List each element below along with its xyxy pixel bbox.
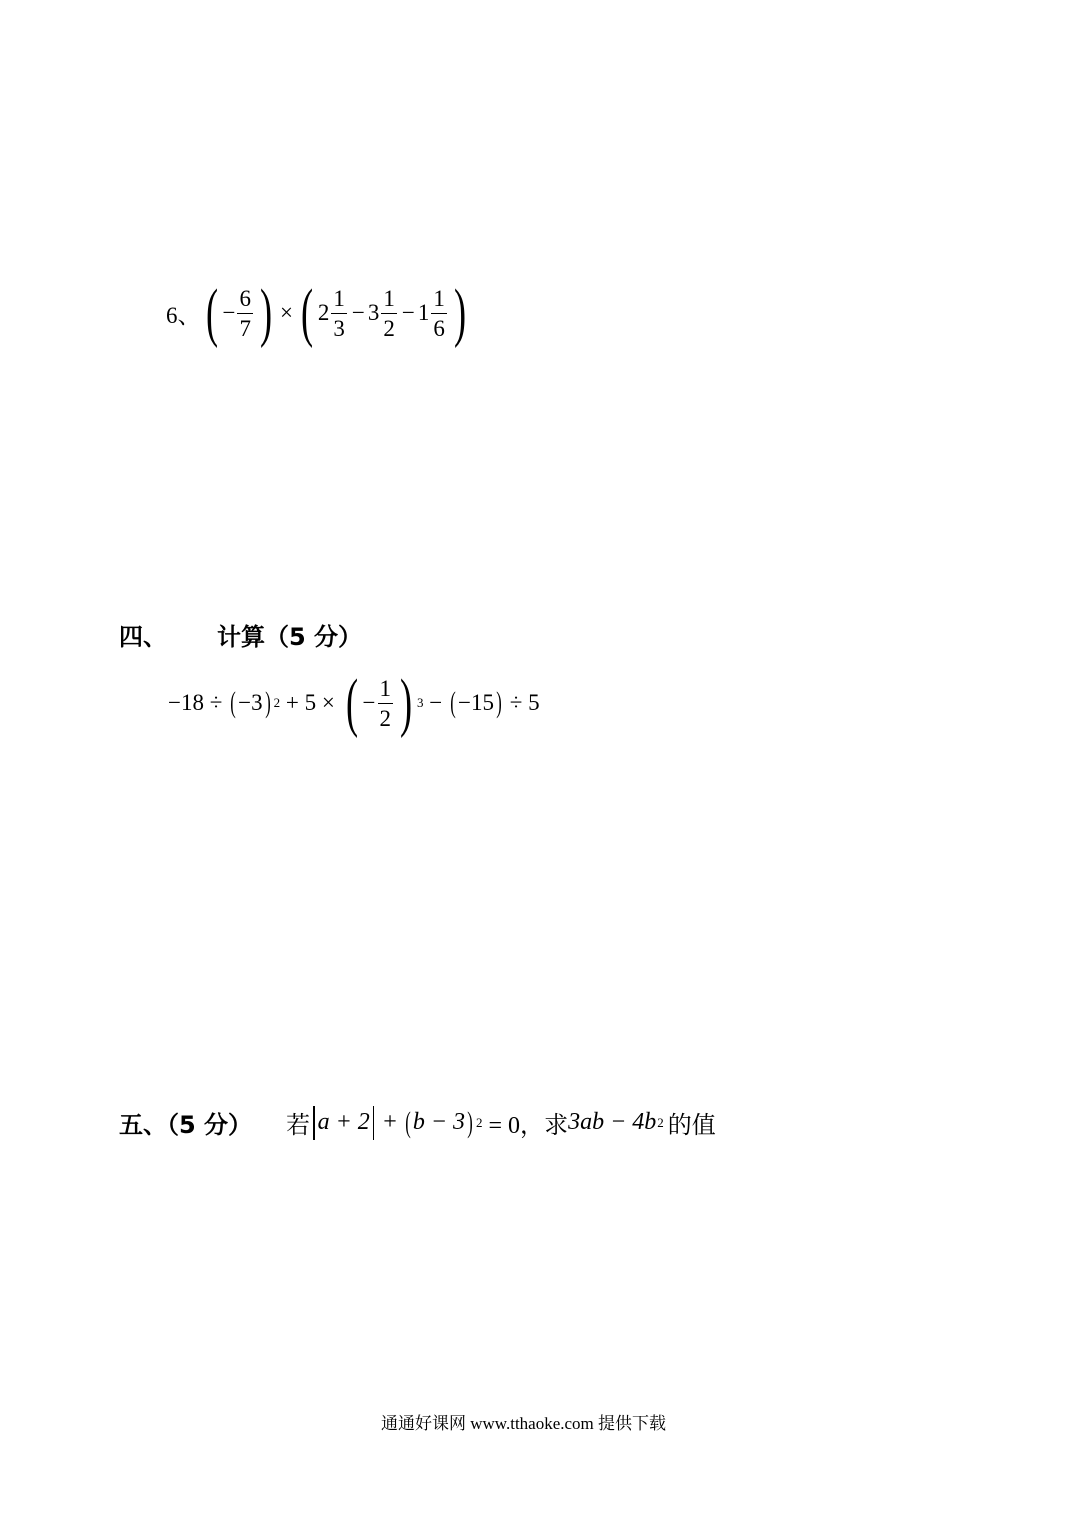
negative-sign: −: [362, 690, 376, 715]
denominator: 3: [333, 315, 345, 341]
problem-label: 6、: [166, 302, 201, 328]
exponent: 2: [273, 695, 281, 710]
denominator: 2: [379, 705, 392, 731]
expr-part: −15: [457, 690, 494, 715]
footer-watermark: 通通好课网 www.tthaoke.com 提供下载: [381, 1414, 667, 1433]
absolute-bar-left: [313, 1106, 315, 1140]
right-paren: ): [467, 1105, 473, 1139]
section-number: 四、: [119, 623, 167, 651]
section-5-heading: 五、（5 分）: [119, 1111, 253, 1139]
left-paren: (: [205, 276, 218, 349]
left-paren: (: [450, 686, 456, 719]
left-paren: (: [405, 1105, 411, 1139]
numerator: 1: [379, 675, 392, 701]
left-paren: (: [230, 686, 236, 719]
fraction: [381, 287, 397, 340]
target-expression: 3ab − 4b: [568, 1109, 657, 1135]
numerator: 1: [433, 285, 445, 311]
fraction: [378, 677, 394, 730]
request-word: 求: [544, 1111, 569, 1139]
fraction: [237, 287, 253, 340]
expr-part: −: [423, 690, 448, 715]
abs-inner: a + 2: [317, 1109, 370, 1135]
numerator: 6: [239, 285, 251, 311]
absolute-bar-right: [373, 1106, 375, 1140]
paren-inner: b − 3: [412, 1109, 466, 1135]
section-4-heading: [119, 617, 362, 652]
minus-sign: −: [401, 300, 415, 325]
section-5: [119, 1105, 716, 1140]
expr-part: −3: [238, 690, 263, 715]
denominator: 7: [239, 315, 251, 341]
right-paren: ): [399, 666, 413, 739]
expr-part: + 5 ×: [280, 690, 341, 715]
denominator: 6: [433, 315, 445, 341]
mixed-whole: 1: [417, 300, 430, 325]
numerator: 1: [383, 285, 395, 311]
right-paren: ): [259, 276, 273, 349]
problem-6: [166, 276, 471, 349]
section-title: 计算（5 分）: [217, 623, 363, 651]
tail-text: 的值: [667, 1111, 716, 1139]
denominator: 2: [383, 315, 395, 341]
right-paren: ): [264, 686, 271, 719]
times-sign: ×: [279, 300, 293, 325]
expr-part: −18 ÷: [168, 690, 229, 715]
left-paren: (: [300, 276, 313, 349]
expr-part: ÷ 5: [503, 690, 540, 715]
negative-sign: −: [222, 300, 236, 325]
numerator: 1: [333, 285, 345, 311]
mixed-whole: 2: [317, 300, 330, 325]
right-paren: ): [496, 686, 502, 719]
fraction: [331, 287, 347, 340]
mixed-whole: 3: [367, 300, 380, 325]
equals-zero: = 0，: [482, 1113, 545, 1139]
fraction: [431, 287, 447, 340]
minus-sign: −: [351, 300, 365, 325]
right-paren: ): [453, 276, 466, 349]
section-4-expression: [168, 666, 540, 739]
exponent: 2: [476, 1114, 483, 1130]
exponent: 3: [417, 695, 424, 710]
exponent: 2: [657, 1114, 664, 1130]
condition-word: 若: [286, 1111, 311, 1139]
plus-sign: +: [377, 1109, 403, 1135]
left-paren: (: [345, 666, 358, 739]
